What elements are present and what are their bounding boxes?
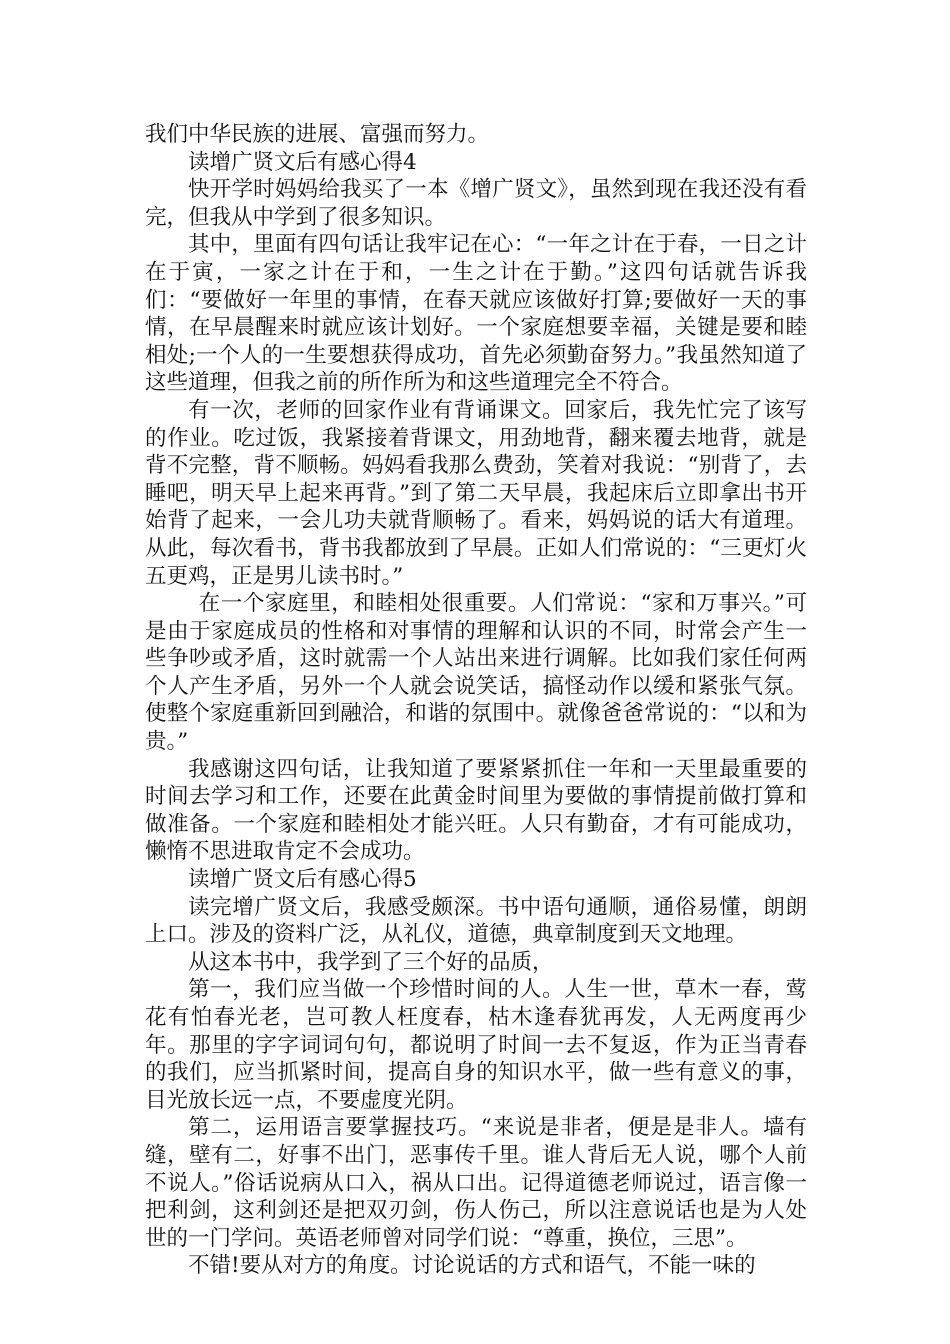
section-heading-4: 读增广贤文后有感心得4 bbox=[188, 149, 417, 175]
paragraph: 有一次，老师的回家作业有背诵课文。回家后，我先忙完了该写的作业。吃过饭，我紧接着背课文，用劲地背，翻来覆去地背，就是背不完整，背不顺畅。妈妈看我那么费劲，笑着对我说：“别背了，去睡吧，明天早上起来再背。”到了第二天早晨，我起床后立即拿出书开始背了起来，一会儿功夫就背顺畅了。看来，妈妈说的话大有道理。从此，每次看书，背书我都放到了早晨。正如人们常说的：“三更灯火五更鸡，正是男儿读书时。” bbox=[145, 397, 807, 589]
paragraph: 第一，我们应当做一个珍惜时间的人。人生一世，草木一春，莺花有怕春光老，岂可教人枉度春，枯木逢春犹再发，人无两度再少年。那里的字字词词句句，都说明了时间一去不复返，作为正当青春的我们，应当抓紧时间，提高自身的知识水平，做一些有意义的事，目光放长远一点，不要虚度光阴。 bbox=[145, 977, 807, 1113]
paragraph-continuation: 我们中华民族的进展、富强而努力。 bbox=[145, 122, 490, 147]
document-page bbox=[145, 121, 807, 1280]
paragraph: 在一个家庭里，和睦相处很重要。人们常说：“家和万事兴。”可是由于家庭成员的性格和对事情的理解和认识的不同，时常会产生一些争吵或矛盾，这时就需一个人站出来进行调解。比如我们家任何两个人产生矛盾，另外一个人就会说笑话，搞怪动作以缓和紧张气氛。使整个家庭重新回到融洽，和谐的氛围中。就像爸爸常说的：“以和为贵。” bbox=[145, 591, 807, 755]
paragraph: 从这本书中，我学到了三个好的品质， bbox=[188, 949, 554, 975]
paragraph: 读完增广贤文后，我感受颇深。书中语句通顺，通俗易懂，朗朗上口。涉及的资料广泛，从礼仪，道德，典章制度到天文地理。 bbox=[145, 894, 807, 948]
paragraph: 我感谢这四句话，让我知道了要紧紧抓住一年和一天里最重要的时间去学习和工作，还要在此黄金时间里为要做的事情提前做打算和做准备。一个家庭和睦相处才能兴旺。人只有勤奋，才有可能成功，懒惰不思进取肯定不会成功。 bbox=[145, 756, 807, 865]
paragraph: 第二，运用语言要掌握技巧。“来说是非者，便是是非人。墙有缝，壁有二，好事不出门，恶事传千里。谁人背后无人说，哪个人前不说人。”俗话说病从口入，祸从口出。记得道德老师说过，语言像一把利剑，这利剑还是把双刃剑，伤人伤己，所以注意说话也是为人处世的一门学问。英语老师曾对同学们说：“尊重，换位，三思”。 bbox=[145, 1115, 807, 1251]
paragraph: 快开学时妈妈给我买了一本《增广贤文》，虽然到现在我还没有看完，但我从中学到了很多知识。 bbox=[145, 177, 807, 230]
paragraph: 其中，里面有四句话让我牢记在心：“一年之计在于春，一日之计在于寅，一家之计在于和，一生之计在于勤。”这四句话就告诉我们：“要做好一年里的事情，在春天就应该做好打算;要做好一天的事情，在早晨醒来时就应该计划好。一个家庭想要幸福，关键是要和睦相处;一个人的一生要想获得成功，首先必须勤奋努力。”我虽然知道了这些道理，但我之前的所作所为和这些道理完全不符合。 bbox=[145, 232, 807, 396]
section-heading-5: 读增广贤文后有感心得5 bbox=[188, 867, 417, 893]
paragraph-truncated: 不错!要从对方的角度。讨论说话的方式和语气，不能一味的 bbox=[188, 1253, 756, 1279]
